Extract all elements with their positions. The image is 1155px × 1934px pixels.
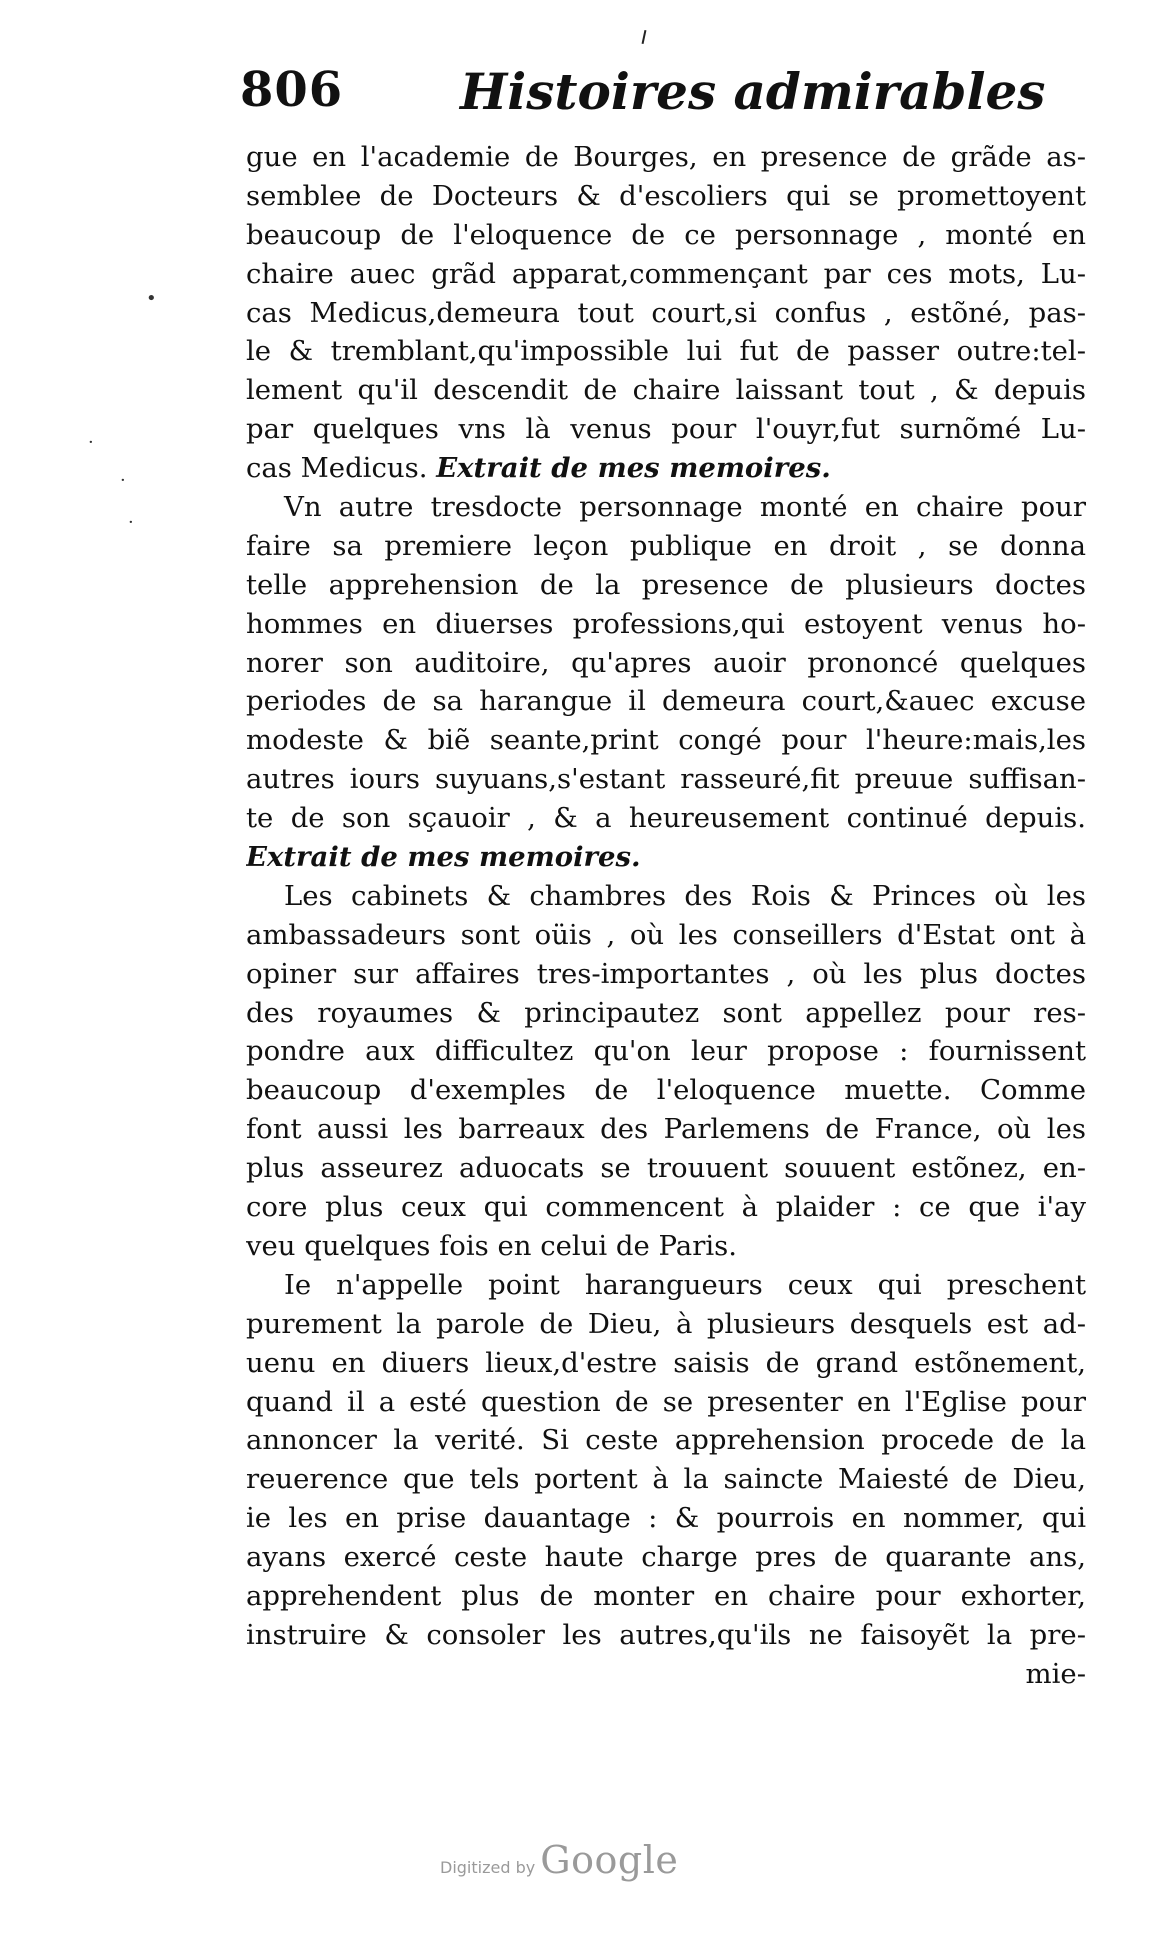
margin-mark: · [128,512,134,533]
text-line: quand il a esté question de se presenter en l'Eglise pour [246,1385,1086,1418]
text-line: ambassadeurs sont oüis , où les conseillers d'Estat ont à [246,918,1086,951]
text-line: Les cabinets & chambres des Rois & Princes où les [284,879,1086,912]
watermark-prefix: Digitized by [440,1858,536,1877]
text-line: hommes en diuerses professions,qui estoyent venus ho- [246,607,1086,640]
text-line: plus asseurez aduocats se trouuent souuent estõnez, en- [246,1152,1086,1185]
body-text [246,138,1086,1694]
paragraph-4 [246,1266,1086,1694]
text-line: faire sa premiere leçon publique en droit , se donna [246,529,1086,562]
text-line: des royaumes & principautez sont appellez pour res- [246,996,1086,1029]
text-line: chaire auec grãd apparat,commençant par ces mots, Lu- [246,257,1086,290]
text-line: uenu en diuers lieux,d'estre saisis de grand estõnement, [246,1346,1086,1379]
text-line: norer son auditoire, qu'apres auoir prononcé quelques [246,646,1086,679]
digitization-watermark [440,1838,740,1888]
text-line: par quelques vns là venus pour l'ouyr,fut surnõmé Lu- [246,413,1086,446]
margin-mark: • [146,288,157,309]
watermark-brand: Google [540,1838,679,1882]
text-line: Vn autre tresdocte personnage monté en chaire pour [284,491,1086,524]
page-header [240,62,1085,132]
text-line: gue en l'academie de Bourges, en presence de grãde as- [246,141,1086,173]
text-line: cas Medicus,demeura tout court,si confus , estõné, pas- [246,296,1086,329]
text-line [246,449,1086,488]
text-line: telle apprehension de la presence de plusieurs doctes [246,568,1086,601]
text-line: modeste & biẽ seante,print congé pour l'heure:mais,les [246,724,1086,757]
text-line: Ie n'appelle point harangueurs ceux qui preschent [284,1268,1086,1301]
source-note: Extrait de mes memoires. [246,841,641,874]
ink-mark [642,30,647,44]
text-line: core plus ceux qui commencent à plaider : ce que i'ay [246,1191,1086,1224]
margin-mark: · [120,470,126,491]
text-line: periodes de sa harangue il demeura court,&auec excuse [246,685,1086,718]
catchword: mie- [1025,1657,1086,1690]
text-line: beaucoup d'exemples de l'eloquence muette. Comme [246,1074,1086,1107]
paragraph-1 [246,138,1086,488]
text-line: veu quelques fois en celui de Paris. [246,1229,737,1262]
text-line: reuerence que tels portent à la saincte Maiesté de Dieu, [246,1463,1086,1496]
page-number: 806 [240,62,344,118]
text-line: le & tremblant,qu'impossible lui fut de passer outre:tel- [246,335,1086,368]
text-line: te de son sçauoir , & a heureusement continué depuis. [246,802,1086,835]
text-line: pondre aux difficultez qu'on leur propose : fournissent [246,1035,1086,1068]
text-fragment: cas Medicus. [246,452,428,485]
text-line: instruire & consoler les autres,qu'ils ne faisoyẽt la pre- [246,1618,1086,1651]
running-title: Histoires admirables [460,62,1046,121]
text-line: beaucoup de l'eloquence de ce personnage , monté en [246,218,1086,251]
text-line [246,838,1086,877]
text-line: annoncer la verité. Si ceste apprehension procede de la [246,1424,1086,1457]
text-line: apprehendent plus de monter en chaire pour exhorter, [246,1579,1086,1612]
text-line: purement la parole de Dieu, à plusieurs desquels est ad- [246,1307,1086,1340]
text-line: ie les en prise dauantage : & pourrois en nommer, qui [246,1502,1086,1535]
paragraph-2 [246,488,1086,877]
text-line: lement qu'il descendit de chaire laissant tout , & depuis [246,374,1086,407]
text-line: ayans exercé ceste haute charge pres de quarante ans, [246,1541,1086,1574]
margin-mark: · [88,432,94,453]
text-line: opiner sur affaires tres-importantes , où les plus doctes [246,957,1086,990]
paragraph-3 [246,877,1086,1266]
text-line: semblee de Docteurs & d'escoliers qui se promettoyent [246,179,1086,212]
text-line: font aussi les barreaux des Parlemens de France, où les [246,1113,1086,1146]
source-note: Extrait de mes memoires. [436,452,831,485]
text-line: autres iours suyuans,s'estant rasseuré,fit preuue suffisan- [246,763,1086,796]
